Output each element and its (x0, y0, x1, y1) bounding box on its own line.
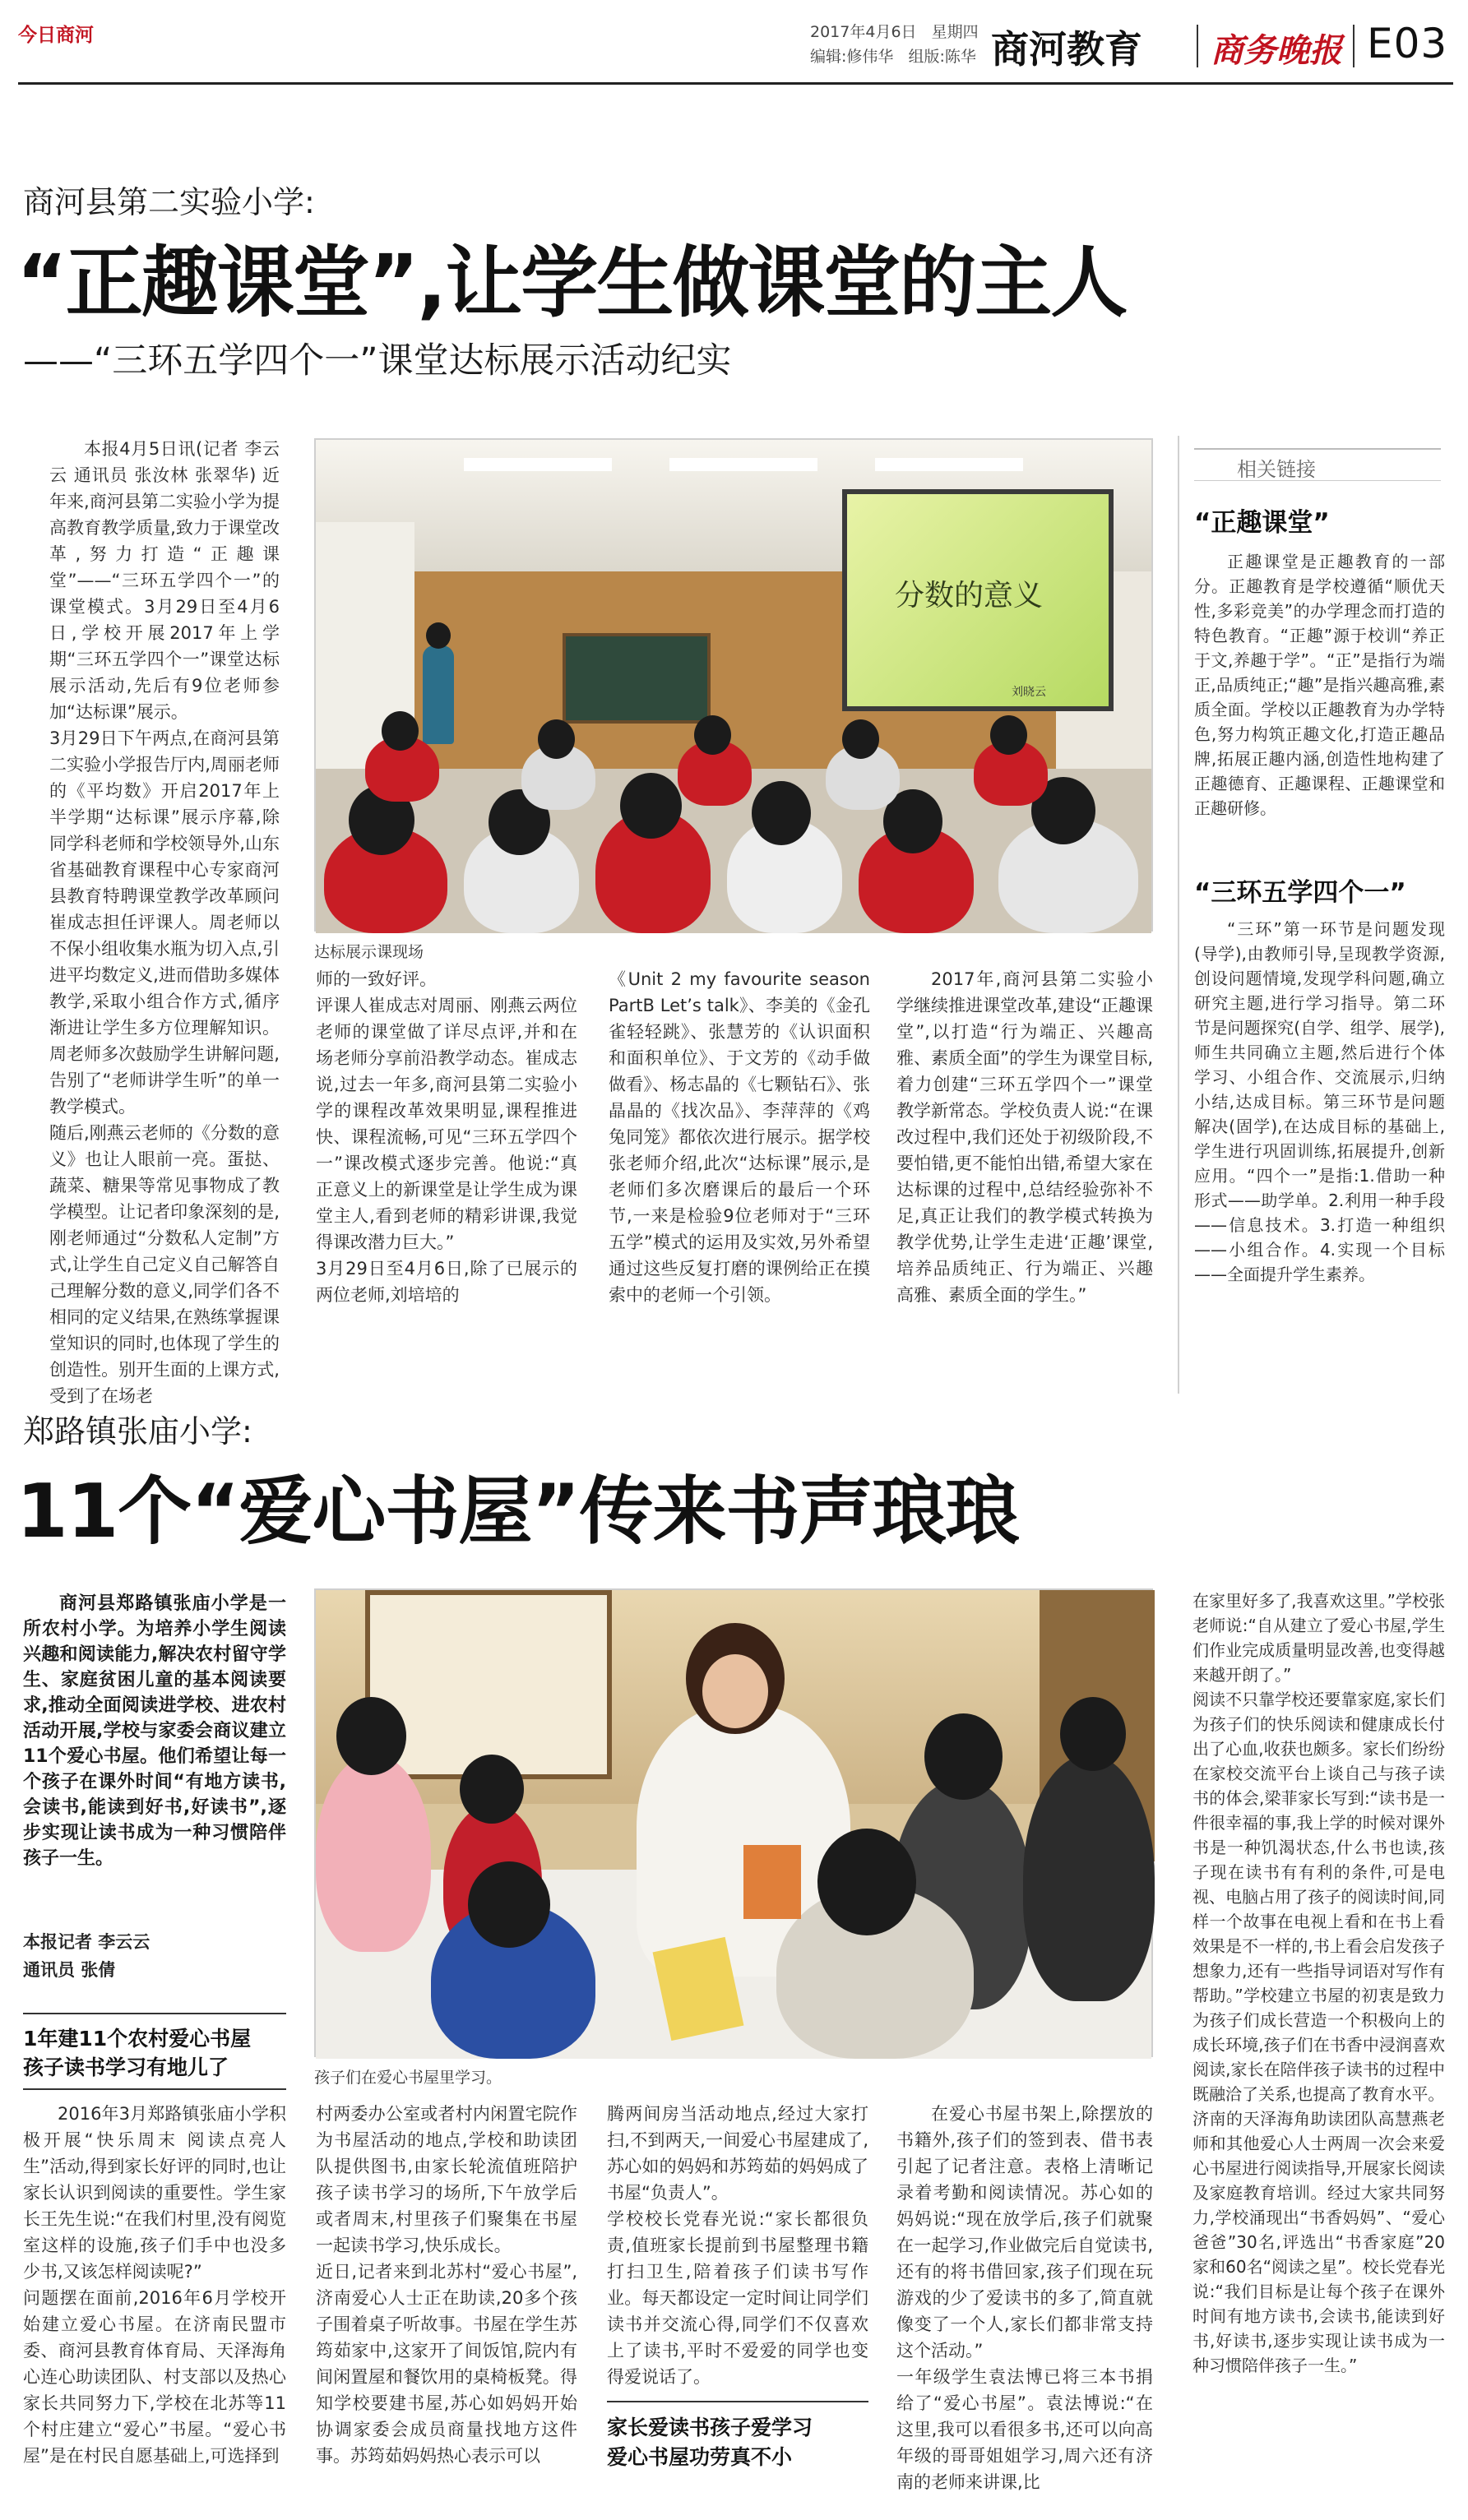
article1-column-1 (49, 436, 280, 1406)
article2-photo (314, 1588, 1153, 2057)
article2-column-2 (316, 2101, 577, 2504)
subhead-rule (607, 2401, 868, 2402)
photo-teacher (423, 645, 454, 744)
article2-column-4 (896, 2101, 1153, 2504)
sidebar-text-2 (1194, 917, 1445, 1394)
header-rule (18, 82, 1453, 85)
teacher-face (702, 1654, 768, 1728)
header-divider (1197, 25, 1198, 67)
article2-byline (23, 1928, 150, 1984)
article2-subhead-1 (23, 2024, 251, 2082)
article1-col3-text: 《Unit 2 my favourite season PartB Let’s talk》、李美的《金孔雀轻轻跳》、张慧芳的《认识面积和面积单位》、于文芳的《动手做做看》、杨志晶的《七颗钻石》、张晶晶的《找次品》、李萍萍的《鸡兔同笼》都依次进行展示。据学校张老师介绍,此次“达标课”展示,是老师们多次磨课后的最后一个环节,一来是检验9位老师对于“三环五学”模式的运用及实效,另外希望通过这些反复打磨的课例给正在摸索中的老师一个引领。 (609, 969, 870, 1305)
sidebar-heading-2: “三环五学四个一” (1194, 878, 1406, 908)
article1-photo-caption: 达标展示课现场 (314, 943, 424, 961)
slide-author: 刘晓云 (1012, 686, 1046, 699)
student-head (382, 711, 419, 751)
slide-title: 分数的意义 (895, 579, 1044, 613)
child-figure (1023, 1755, 1155, 2001)
article2-reporter: 本报记者 李云云 (23, 1932, 151, 1952)
subhead-rule (23, 2013, 286, 2014)
article2-col3-text: 腾两间房当活动地点,经过大家打扫,不到两天,一间爱心书屋建成了,苏心如的妈妈和苏筠茹的妈妈成了书屋“负责人”。 学校校长党春光说:“家长都很负责,值班家长提前到书屋整理书籍打扫卫生,陪着孩子们读书写作业。每天都设定一定时间让同学们读书并交流心得,同学们不仅喜欢上了读书,平时不爱爱的同学也变得爱说话了。 (607, 2104, 868, 2387)
article2-lead-text: 商河县郑路镇张庙小学是一所农村小学。为培养小学生阅读兴趣和阅读能力,解决农村留守学生、家庭贫困儿童的基本阅读要求,推动全面阅读进学校、进农村活动开展,学校与家委会商议建立11个爱心书屋。他们希望让每一个孩子在课外时间“有地方读书,会读书,能读到好书,好读书”,逐步实现让读书成为一种习惯陪伴孩子一生。 (23, 1593, 286, 1869)
article2-column-1 (23, 2101, 286, 2504)
book (743, 1845, 801, 1919)
article2-correspondent: 通讯员 张倩 (23, 1960, 116, 1980)
article1-headline: “正趣课堂”,让学生做课堂的主人 (16, 238, 1127, 328)
header-date-block (810, 20, 979, 69)
issue-weekday: 星期四 (931, 23, 979, 41)
section-label: 今日商河 (18, 25, 94, 46)
child-head (336, 1697, 406, 1775)
article2-subhead-2-line-1: 家长爱读书孩子爱学习 (607, 2416, 813, 2439)
subhead-rule (23, 2088, 286, 2090)
child-head (1060, 1697, 1126, 1771)
header-divider-2 (1353, 25, 1355, 67)
child-head (468, 1861, 550, 1948)
sidebar-label: 相关链接 (1237, 458, 1316, 481)
article1-col1-text: 本报4月5日讯(记者 李云云 通讯员 张汝林 张翠华) 近年来,商河县第二实验小学为提高教育教学质量,致力于课堂改革,努力打造“正趣课堂”——“三环五学四个一”的课堂模式。3月29日至4月6日,学校开展2017年上学期“三环五学四个一”课堂达标展示活动,先后有9位老师参加“达标课”展示。 3月29日下午两点,在商河县第二实验小学报告厅内,周丽老师的《平均数》开启2017年上半学期“达标课”展示序幕,除同学科老师和学校领导外,山东省基础教育课程中心专家商河县教育特聘课堂教学改革顾问崔成志担任评课人。周老师以不保小组收集水瓶为切入点,引进平均数定义,进而借助多媒体教学,采取小组合作方式,循序渐进让学生多方位理解知识。周老师多次鼓励学生讲解问题,告别了“老师讲学生听”的单一教学模式。 随后,刚燕云老师的《分数的意义》也让人眼前一亮。蛋挞、蔬菜、糖果等常见事物成了教学模型。让记者印象深刻的是,刚老师通过“分数私人定制”方式,让学生自己定义自己解答自己理解分数的意义,同学们各不相同的定义结果,在熟练掌握课堂知识的同时,也体现了学生的创造性。别开生面的上课方式,受到了在场老 (49, 439, 280, 1406)
sidebar-divider (1178, 436, 1179, 1394)
article1-column-2 (316, 966, 577, 1394)
editor-credit: 编辑:修伟华 (810, 48, 894, 66)
photo-ceiling-light (669, 458, 817, 471)
article2-column-3 (607, 2101, 868, 2397)
sidebar-text-2-body: “三环”第一环节是问题发现(导学),由教师引导,呈现教学资源,创设问题情境,发现学科问题,确立研究主题,进行学习指导。第二环节是问题探究(自学、组学、展学),师生共同确立主题,然后进行个体学习、小组合作、交流展示,归纳小结,达成目标。第三环节是问题解决(固学),在达成目标的基础上,学生进行巩固训练,拓展提升,创新应用。“四个一”是指:1.借助一种形式——助学单。2.利用一种手段——信息技术。3.打造一种组织——小组合作。4.实现一个目标——全面提升学生素养。 (1194, 919, 1445, 1284)
photo-teacher-head (426, 622, 451, 649)
article2-col5-text: 在家里好多了,我喜欢这里。”学校张老师说:“自从建立了爱心书屋,学生们作业完成质量明显改善,也变得越来越开朗了。” 阅读不只靠学校还要靠家庭,家长们为孩子们的快乐阅读和健康成长付出了心血,收获也颇多。家长们纷纷在家校交流平台上谈自己与孩子读书的体会,梁菲家长写到:“读书是一件很幸福的事,我上学的时候对课外书是一种饥渴状态,什么书也读,孩子现在读书有有利的条件,可是电视、电脑占用了孩子的阅读时间,同样一个故事在电视上看和在书上看效果是不一样的,书上看会启发孩子想象力,还有一些指导词语对写作有帮助。”学校建立书屋的初衷是致力为孩子们成长营造一个积极向上的成长环境,孩子们在书香中浸润喜欢阅读,家长在陪伴孩子读书的过程中既融洽了关系,也提高了教育水平。 济南的天泽海角助读团队高慧燕老师和其他爱心人士两周一次会来爱心书屋进行阅读指导,开展家长阅读及家庭教育培训。经过大家共同努力,学校涌现出“书香妈妈”、“爱心爸爸”30名,评选出“书香家庭”20家和60名“阅读之星”。校长党春光说:“我们目标是让每个孩子在课外时间有地方读书,会读书,能读到好书,好读书,逐步实现让读书成为一种习惯陪伴孩子一生。” (1192, 1591, 1445, 2375)
article2-subhead-2 (607, 2413, 813, 2472)
article1-col2-text: 师的一致好评。 评课人崔成志对周丽、刚燕云两位老师的课堂做了详尽点评,并和在场老师分享前沿教学动态。崔成志说,过去一年多,商河县第二实验小学的课程改革效果明显,课程推进快、课程流畅,可见“三环五学四个一”课改模式逐步完善。他说:“真正意义上的新课堂是让学生成为课堂主人,看到老师的精彩讲课,我觉得课改潜力巨大。” 3月29日至4月6日,除了已展示的两位老师,刘培培的 (316, 969, 577, 1305)
student-head (538, 719, 575, 759)
article2-photo-caption: 孩子们在爱心书屋里学习。 (314, 2069, 502, 2087)
child-head (924, 1713, 1003, 1800)
article2-kicker: 郑路镇张庙小学: (23, 1413, 252, 1450)
projection-screen (842, 489, 1114, 711)
student-head (752, 781, 811, 845)
photo-blackboard (563, 633, 711, 724)
student-head (842, 719, 879, 759)
article1-kicker: 商河县第二实验小学: (23, 184, 315, 220)
sidebar-tab (1194, 448, 1441, 481)
child-head (460, 1755, 524, 1824)
student-head (620, 773, 682, 839)
article2-col4-text: 在爱心书屋书架上,除摆放的书籍外,孩子们的签到表、借书表引起了记者注意。表格上清晰记录着考勤和阅读情况。苏心如的妈妈说:“现在放学后,孩子们就聚在一起学习,作业做完后自觉读书,还有的将书借回家,孩子们现在玩游戏的少了爱读书的多了,简直就像变了一个人,家长们都非常支持这个活动。” 一年级学生袁法博已将三本书捐给了“爱心书屋”。袁法博说:“在这里,我可以看很多书,还可以向高年级的哥哥姐姐学习,周六还有济南的老师来讲课,比 (896, 2104, 1153, 2492)
article1-column-4 (896, 966, 1153, 1394)
article1-column-3 (609, 966, 870, 1394)
photo-ceiling-light (875, 458, 1023, 471)
issue-date: 2017年4月6日 (810, 23, 917, 41)
article2-subhead-1-line-1: 1年建11个农村爱心书屋 (23, 2027, 252, 2051)
designer-credit: 组版:陈华 (908, 48, 976, 66)
article2-lead (23, 1591, 286, 1887)
article2-column-5 (1192, 1588, 1445, 2504)
sidebar-text-1-body: 正趣课堂是正趣教育的一部分。正趣教育是学校遵循“顺优天性,多彩竞美”的办学理念而打造的特色教育。“正趣”源于校训“养正于文,养趣于学”。“正”是指行为端正,品质纯正;“趣”是指兴趣高雅,素质全面。学校以正趣教育为办学特色,努力构筑正趣文化,打造正趣品牌,拓展正趣内涵,创造性地构建了正趣德育、正趣课程、正趣课堂和正趣研修。 (1194, 552, 1445, 818)
photo-ceiling-light (464, 458, 612, 471)
paper-logo: 商务晚报 (1211, 31, 1342, 70)
sidebar-text-1 (1194, 549, 1445, 862)
student-head (990, 715, 1027, 755)
child-figure (316, 1755, 431, 1952)
article1-col4-text: 2017年,商河县第二实验小学继续推进课堂改革,建设“正趣课堂”,以打造“行为端正、兴趣高雅、素质全面”的学生为课堂目标,着力创建“三环五学四个一”课堂教学新常态。学校负责人说:“在课改过程中,我们还处于初级阶段,不要怕错,更不能怕出错,希望大家在达标课的过程中,总结经验弥补不足,真正让我们的教学模式转换为教学优势,让学生走进‘正趣’课堂,培养品质纯正、行为端正、兴趣高雅、素质全面的学生。” (896, 969, 1153, 1305)
article2-subhead-2-line-2: 爱心书屋功劳真不小 (607, 2445, 793, 2469)
section-title: 商河教育 (991, 27, 1142, 72)
article1-photo (314, 438, 1153, 932)
article2-headline: 11个“爱心书屋”传来书声琅琅 (16, 1468, 1019, 1555)
page-number: E03 (1367, 20, 1448, 67)
student-head (694, 715, 731, 755)
sidebar-heading-1: “正趣课堂” (1194, 508, 1330, 538)
article2-col1-text: 2016年3月郑路镇张庙小学积极开展“快乐周末 阅读点亮人生”活动,得到家长好评的同时,也让家长认识到阅读的重要性。学生家长王先生说:“在我们村里,没有阅览室这样的设施,孩子们手中也没多少书,又该怎样阅读呢?” 问题摆在面前,2016年6月学校开始建立爱心书屋。在济南民盟市委、商河县教育体育局、天泽海角心连心助读团队、村支部以及热心家长共同努力下,学校在北苏等11个村庄建立“爱心”书屋。“爱心书屋”是在村民自愿基础上,可选择到 (23, 2104, 286, 2466)
child-head (817, 1829, 916, 1935)
article1-subtitle: ——“三环五学四个一”课堂达标展示活动纪实 (23, 340, 732, 381)
article2-subhead-1-line-2: 孩子读书学习有地儿了 (23, 2055, 229, 2079)
article2-col2-text: 村两委办公室或者村内闲置宅院作为书屋活动的地点,学校和助读团队提供图书,由家长轮流值班陪护孩子读书学习的场所,下午放学后或者周末,村里孩子们聚集在书屋一起读书学习,快乐成长。 近日,记者来到北苏村“爱心书屋”,济南爱心人士正在助读,20多个孩子围着桌子听故事。书屋在学生苏筠茹家中,这家开了间饭馆,院内有间闲置屋和餐饮用的桌椅板凳。得知学校要建书屋,苏心如妈妈开始协调家委会成员商量找地方这件事。苏筠茹妈妈热心表示可以 (316, 2104, 577, 2466)
